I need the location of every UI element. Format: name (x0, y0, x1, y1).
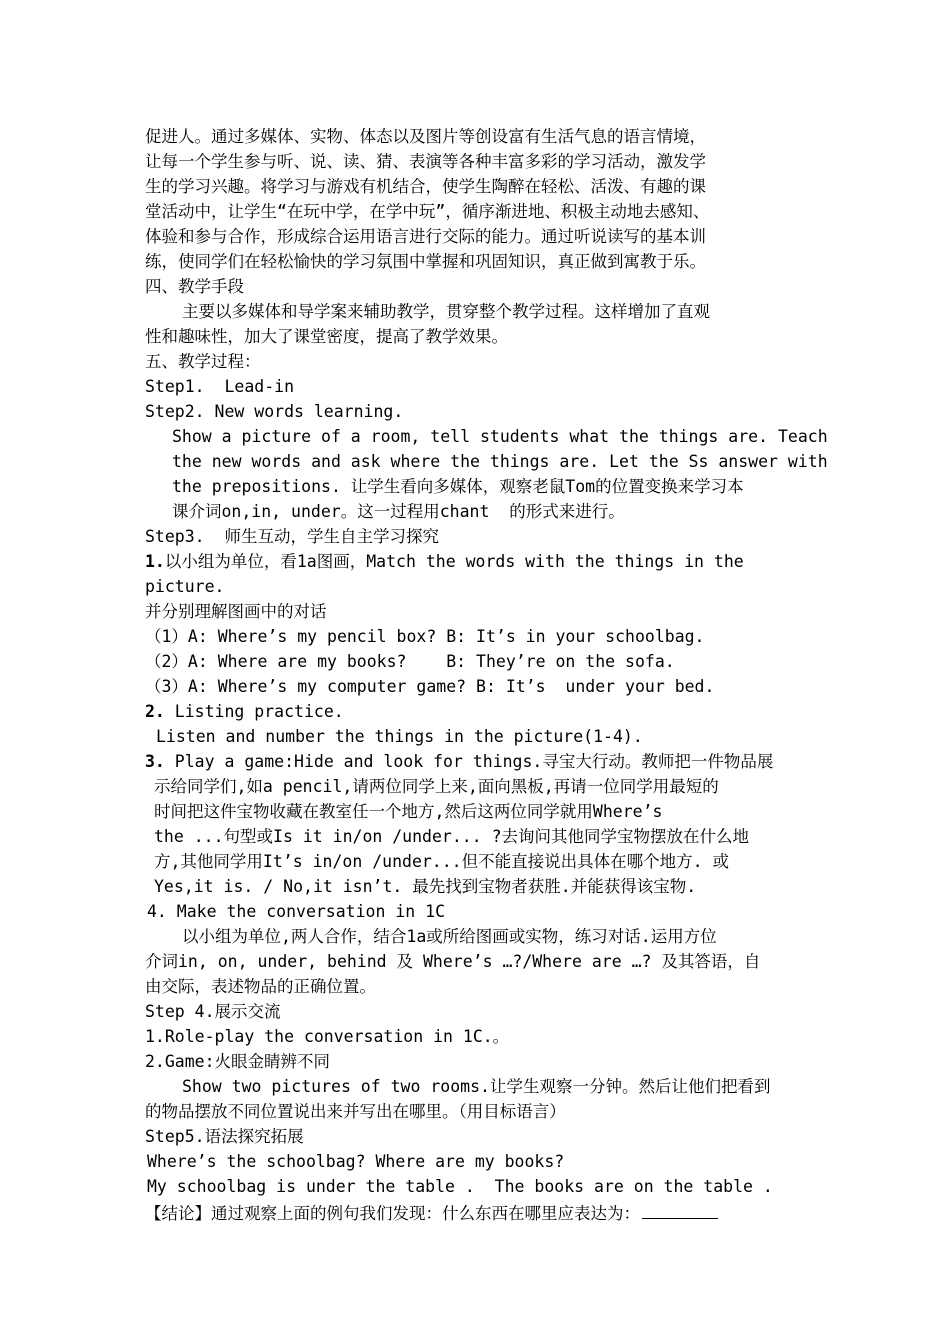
text-line (154, 852, 729, 872)
line-text: 让每一个学生参与听、说、读、猜、表演等各种丰富多彩的学习活动，激发学 (145, 152, 706, 171)
line-text: Yes,it is. / No,it isn’t. 最先找到宝物者获胜.并能获得该宝物. (154, 877, 697, 896)
item-text: Listing practice. (164, 702, 344, 721)
answer-blank (642, 1202, 718, 1219)
text-line (145, 277, 244, 297)
line-text: 五、教学过程： (145, 352, 261, 371)
line-text: 4. Make the conversation in 1C (147, 902, 446, 921)
line-text: the new words and ask where the things are. Let the Ss answer with (172, 452, 828, 471)
line-text: the prepositions. 让学生看向多媒体，观察老鼠Tom的位置变换来学习本 (172, 477, 744, 496)
line-text: 堂活动中，让学生“在玩中学，在学中玩”，循序渐进地、积极主动地去感知、 (145, 202, 710, 221)
line-text: picture. (145, 577, 225, 596)
line-text: Step 4.展示交流 (145, 1002, 281, 1021)
text-line (145, 1027, 509, 1047)
text-line (154, 877, 696, 897)
text-line (145, 652, 675, 672)
line-text: （1）A: Where’s my pencil box? B: It’s in your schoolbag. (145, 627, 705, 646)
line-text: Step2. New words learning. (145, 402, 404, 421)
line-text: Step3. 师生互动，学生自主学习探究 (145, 527, 439, 546)
text-line (145, 952, 760, 972)
text-line (154, 777, 719, 797)
text-line (182, 927, 717, 947)
text-line (145, 627, 705, 647)
item-number: 3. (145, 752, 165, 771)
line-text: 性和趣味性，加大了课堂密度，提高了教学效果。 (145, 327, 508, 346)
line-text: （2）A: Where are my books? B: They’re on the sofa. (145, 652, 675, 671)
text-line (145, 377, 294, 397)
item-text: Play a game:Hide and look for things.寻宝大行动。教师把一件物品展 (164, 752, 774, 771)
text-line (145, 1127, 304, 1147)
text-line (145, 127, 706, 147)
text-line (147, 1177, 773, 1197)
text-line (154, 827, 749, 847)
text-line (154, 802, 662, 822)
text-line (172, 502, 625, 522)
text-line (145, 327, 508, 347)
line-text: Show a picture of a room, tell students what the things are. Teach (172, 427, 828, 446)
text-line (145, 1002, 281, 1022)
line-text: 的物品摆放不同位置说出来并写出在哪里。（用目标语言） (145, 1102, 566, 1121)
text-line (145, 177, 706, 197)
text-line (156, 727, 643, 747)
text-line (172, 427, 828, 447)
text-line (145, 677, 714, 697)
text-line (145, 227, 706, 247)
line-text: 促进人。通过多媒体、实物、体态以及图片等创设富有生活气息的语言情境， (145, 127, 706, 146)
item-text: 以小组为单位，看1a图画，Match the words with the things in the (164, 552, 744, 571)
line-text: 【结论】通过观察上面的例句我们发现：什么东西在哪里应表达为： (145, 1204, 640, 1223)
text-line (145, 752, 773, 772)
text-line (147, 1152, 564, 1172)
text-line (145, 252, 706, 272)
line-text: 主要以多媒体和导学案来辅助教学，贯穿整个教学过程。这样增加了直观 (182, 302, 710, 321)
line-text: 四、教学手段 (145, 277, 244, 296)
text-line (145, 527, 439, 547)
line-text: （3）A: Where’s my computer game? B: It’s under your bed. (145, 677, 715, 696)
item-number: 2. (145, 702, 165, 721)
line-text: 方,其他同学用It’s in/on /under...但不能直接说出具体在哪个地方. 或 (154, 852, 729, 871)
line-text: 课介词on,in, under。这一过程用chant 的形式来进行。 (172, 502, 625, 521)
line-text: 并分别理解图画中的对话 (145, 602, 327, 621)
line-text: 由交际，表述物品的正确位置。 (145, 977, 376, 996)
line-text (145, 752, 773, 771)
line-text: Step5.语法探究拓展 (145, 1127, 304, 1146)
line-text (145, 702, 344, 721)
text-line (145, 352, 261, 372)
text-line (145, 577, 224, 597)
line-text: My schoolbag is under the table . The books are on the table . (147, 1177, 773, 1196)
text-line (145, 552, 744, 572)
text-line (145, 977, 376, 997)
text-line (145, 702, 344, 722)
line-text: 体验和参与合作，形成综合运用语言进行交际的能力。通过听说读写的基本训 (145, 227, 706, 246)
line-text: 生的学习兴趣。将学习与游戏有机结合，使学生陶醉在轻松、活泼、有趣的课 (145, 177, 706, 196)
text-line (145, 602, 327, 622)
line-text (145, 552, 744, 571)
text-line (145, 1052, 330, 1072)
line-text: 时间把这件宝物收藏在教室任一个地方,然后这两位同学就用Where’s (154, 802, 663, 821)
text-line (145, 402, 403, 422)
line-text: 练，使同学们在轻松愉快的学习氛围中掌握和巩固知识，真正做到寓教于乐。 (145, 252, 706, 271)
line-text: Show two pictures of two rooms.让学生观察一分钟。然后让他们把看到 (182, 1077, 771, 1096)
line-text: 2.Game:火眼金睛辨不同 (145, 1052, 331, 1071)
line-text: 1.Role-play the conversation in 1C.。 (145, 1027, 510, 1046)
item-number: 1. (145, 552, 165, 571)
line-text: 示给同学们,如a pencil,请两位同学上来,面向黑板,再请一位同学用最短的 (154, 777, 719, 796)
text-line (145, 202, 709, 222)
line-text: 介词in, on, under, behind 及 Where’s …?/Where are …? 及其答语，自 (145, 952, 761, 971)
line-text: 以小组为单位,两人合作，结合1a或所给图画或实物，练习对话.运用方位 (182, 927, 717, 946)
text-line (172, 477, 744, 497)
line-text: the ...句型或Is it in/on /under... ?去询问其他同学宝物摆放在什么地 (154, 827, 750, 846)
text-line (145, 1202, 718, 1224)
text-line (147, 902, 445, 922)
text-line (172, 452, 828, 472)
line-text: Step1. Lead-in (145, 377, 295, 396)
text-line (182, 302, 710, 322)
text-line (145, 152, 706, 172)
line-text: Where’s the schoolbag? Where are my books? (147, 1152, 565, 1171)
line-text: Listen and number the things in the picture(1-4). (156, 727, 643, 746)
text-line (145, 1102, 566, 1122)
text-line (182, 1077, 770, 1097)
